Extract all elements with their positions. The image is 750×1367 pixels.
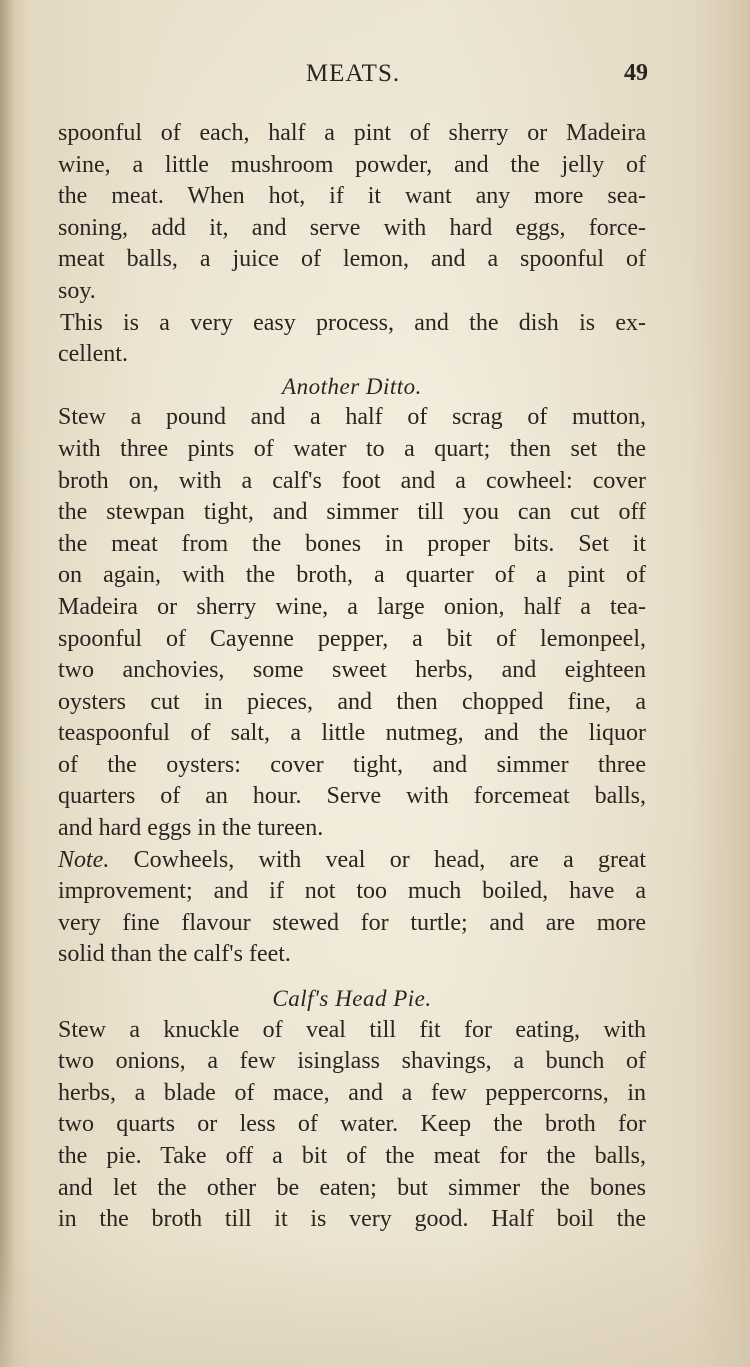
text-line: the meat. When hot, if it want any more sea- — [58, 183, 646, 210]
text-line: the pie. Take off a bit of the meat for the balls, — [58, 1143, 646, 1169]
text-line: broth on, with a calf's foot and a cowheel: cover — [58, 467, 646, 494]
text-line: meat balls, a juice of lemon, and a spoonful of — [58, 246, 646, 273]
text-line: teaspoonful of salt, a little nutmeg, and the liquor — [58, 720, 646, 747]
text-line-note — [58, 845, 646, 877]
text-line: two quarts or less of water. Keep the broth for — [58, 1111, 646, 1138]
text-line: of the oysters: cover tight, and simmer three — [58, 751, 646, 778]
text-line: the meat from the bones in proper bits. Set it — [58, 530, 646, 557]
paragraph-gap — [58, 971, 646, 983]
note-label: Note. — [58, 846, 110, 873]
page-text — [58, 118, 646, 1236]
text-line: two anchovies, some sweet herbs, and eighteen — [58, 657, 646, 684]
section-heading: Another Ditto. — [282, 373, 422, 399]
text-line: herbs, a blade of mace, and a few peppercorns, in — [58, 1079, 646, 1106]
text-line: in the broth till it is very good. Half boil the — [58, 1206, 646, 1233]
text-line: the stewpan tight, and simmer till you can cut off — [58, 499, 646, 526]
text-line: soning, add it, and serve with hard eggs, force- — [58, 214, 646, 241]
running-head: MEATS. — [305, 60, 401, 87]
text-line: spoonful of Cayenne pepper, a bit of lemonpeel, — [58, 625, 646, 652]
text-line: improvement; and if not too much boiled, have a — [58, 878, 646, 905]
text-line: spoonful of each, half a pint of sherry or Madeira — [58, 120, 646, 146]
text-line: cellent. — [58, 341, 128, 368]
text-line: and hard eggs in the tureen. — [58, 815, 324, 842]
section-heading: Calf's Head Pie. — [272, 986, 432, 1012]
text-line: very fine flavour stewed for turtle; and are more — [58, 909, 646, 936]
text-line: two onions, a few isinglass shavings, a bunch of — [58, 1048, 646, 1075]
text-line: soy. — [58, 277, 96, 304]
text-line: solid than the calf's feet. — [58, 941, 291, 968]
text-line: Stew a knuckle of veal till fit for eating, with — [58, 1016, 646, 1043]
page-header — [58, 60, 648, 96]
text-line: oysters cut in pieces, and then chopped fine, a — [58, 688, 646, 715]
spine-shadow — [0, 0, 14, 1367]
text-line: wine, a little mushroom powder, and the jelly of — [58, 151, 646, 178]
text-line: with three pints of water to a quart; then set the — [58, 435, 646, 462]
text-line: This is a very easy process, and the dish is ex- — [60, 309, 646, 336]
page-number: 49 — [624, 60, 648, 86]
note-text: Cowheels, with veal or head, are a great — [109, 846, 646, 873]
text-line: and let the other be eaten; but simmer the bones — [58, 1174, 646, 1201]
text-line: Stew a pound and a half of scrag of mutton, — [58, 404, 646, 431]
text-line: quarters of an hour. Serve with forcemeat balls, — [58, 783, 646, 810]
text-line: Madeira or sherry wine, a large onion, half a tea- — [58, 593, 646, 620]
text-line: on again, with the broth, a quarter of a pint of — [58, 562, 646, 589]
